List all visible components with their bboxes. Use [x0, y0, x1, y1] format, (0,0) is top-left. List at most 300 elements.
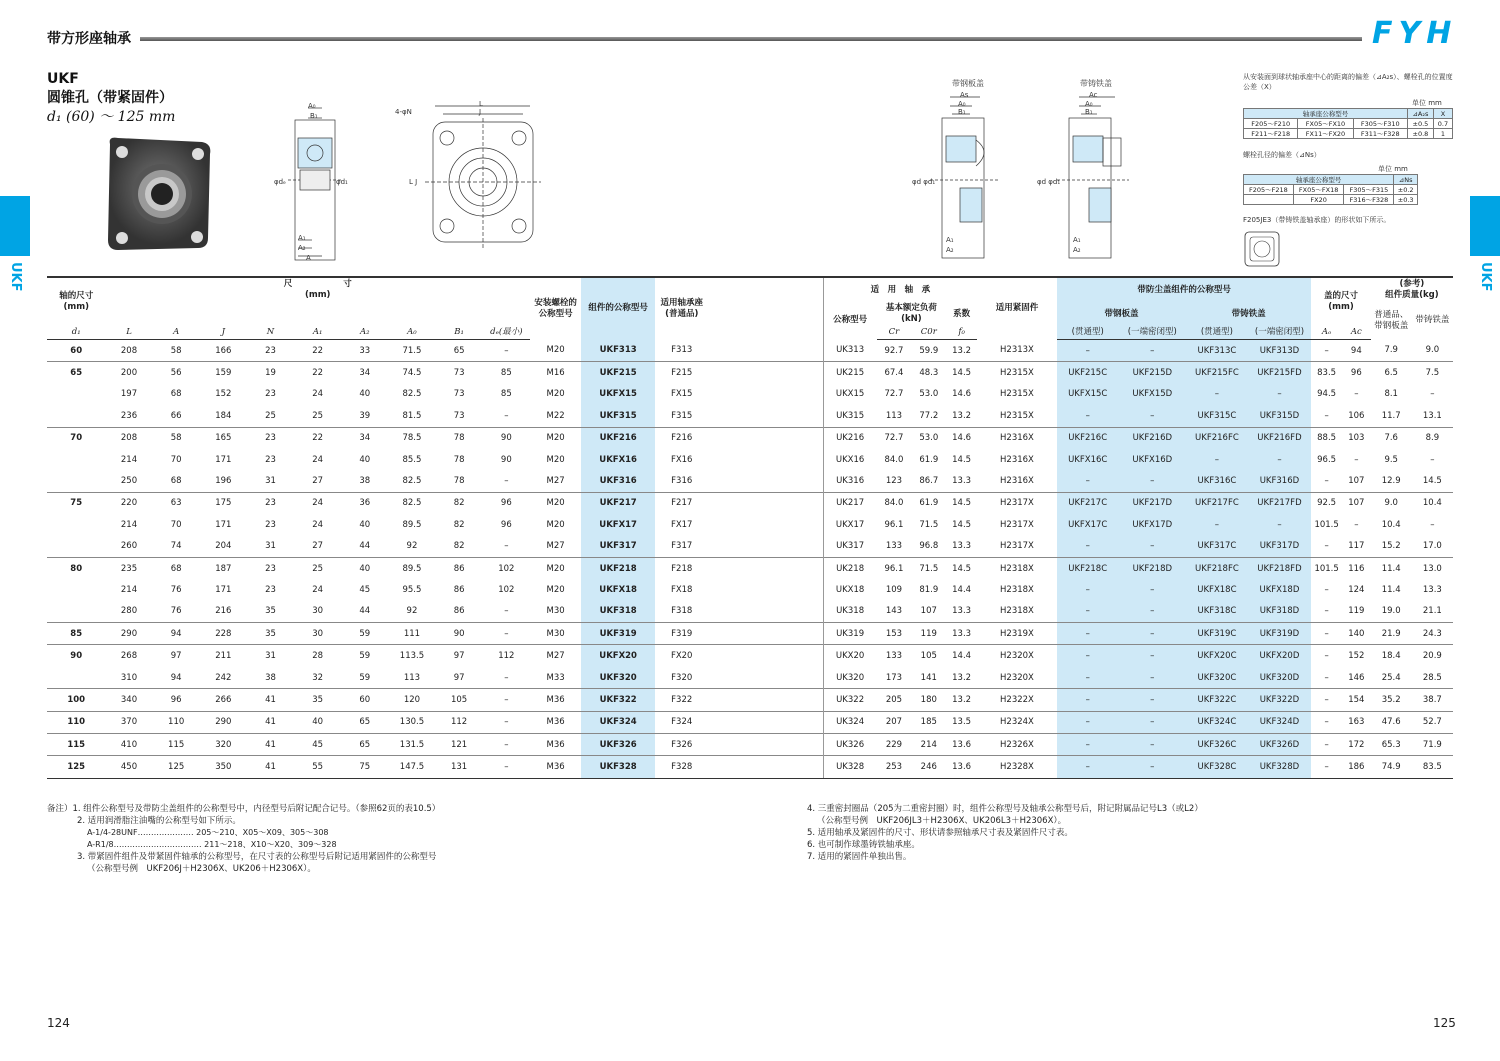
table-cell: H2328X [977, 756, 1057, 778]
t1-cell: ±0.5 [1407, 119, 1433, 129]
table-cell: 113 [885, 410, 903, 421]
table-cell: 85 [483, 362, 530, 384]
table-cell: 123 [885, 476, 903, 487]
table-cell: UKFX17 [581, 514, 655, 535]
table-cell: 23 [247, 427, 294, 449]
table-cell: M20 [530, 557, 581, 579]
svg-text:L J: L J [409, 178, 418, 186]
table-cell: 11.4 [1371, 557, 1412, 579]
svg-text:A₂: A₂ [298, 244, 306, 252]
table-cell: UKF217FC [1186, 492, 1248, 514]
table-cell: – [483, 689, 530, 711]
table-cell: 116 [1342, 557, 1371, 579]
table-cell: 204 [215, 541, 232, 552]
table-cell: – [1248, 384, 1312, 405]
table-cell: 86 [453, 606, 465, 617]
table-cell: – [1057, 645, 1119, 667]
table-cell: 56 [153, 362, 200, 384]
table-cell: 70 [170, 454, 182, 465]
col-A2: A₂ [341, 326, 388, 340]
table-cell: 92 [406, 541, 418, 552]
table-cell: UKF319 [581, 623, 655, 645]
table-cell: UK328 [823, 756, 876, 778]
table-cell: 35 [265, 606, 276, 617]
svg-text:A₀: A₀ [1085, 100, 1093, 108]
table-cell: 172 [1342, 734, 1371, 756]
table-cell: M20 [546, 584, 565, 595]
table-cell: 96.5 [1317, 454, 1337, 465]
table-cell: 34 [341, 362, 388, 384]
table-cell: 39 [359, 410, 371, 421]
table-cell: 83.5 [1311, 362, 1342, 384]
table-cell: M20 [530, 492, 581, 514]
col-B1: B₁ [436, 326, 483, 340]
table-cell: 246 [911, 756, 946, 778]
svg-text:L: L [479, 100, 483, 108]
table-cell: 165 [200, 427, 247, 449]
note-line: 4. 三重密封圈品（205为二重密封圈）时，组件公称型号及轴承公称型号后，附记附属品记号L3（或L2） [807, 804, 1203, 814]
table-cell: UKF217C [1057, 492, 1119, 514]
table-cell: 14.5 [946, 362, 977, 384]
head-spacer [708, 277, 823, 340]
table-cell: 61.9 [919, 454, 939, 465]
note-line: 7. 适用的紧固件单独出售。 [807, 852, 912, 862]
table-cell: 28 [294, 645, 341, 667]
table-cell: 113 [403, 672, 421, 683]
table-cell: UKF324C [1186, 711, 1248, 733]
table-cell: 13.2 [946, 689, 977, 711]
table-cell: – [1118, 536, 1186, 558]
spacer-cell [708, 384, 823, 405]
table-cell: 124 [1348, 584, 1365, 595]
table-cell: 55 [294, 756, 341, 778]
table-cell: 78 [436, 427, 483, 449]
table-cell: 236 [120, 410, 138, 421]
table-cell: – [1324, 410, 1329, 421]
col-C0r: C0r [911, 326, 946, 340]
page-number-left: 124 [47, 1016, 70, 1030]
table-cell: 14.5 [1422, 476, 1442, 487]
table-cell: 214 [120, 519, 138, 530]
table-cell: F326 [655, 734, 708, 756]
table-cell: 30 [294, 623, 341, 645]
table-cell: 75 [47, 492, 105, 514]
table-cell: 65 [341, 734, 388, 756]
table-cell: 35 [247, 623, 294, 645]
table-cell: 82.5 [388, 492, 435, 514]
table-cell: 207 [877, 711, 912, 733]
steel-cover-drawing [910, 92, 1005, 264]
table-cell: 82 [453, 519, 465, 530]
table-cell: 84.0 [884, 454, 904, 465]
svg-text:A₂: A₂ [946, 246, 954, 254]
table-cell: 47.6 [1371, 711, 1412, 733]
table-cell: 105 [911, 645, 946, 667]
t1-head-x: X [1433, 109, 1452, 119]
spacer-cell [708, 340, 823, 362]
table-cell [47, 601, 105, 623]
table-cell: 260 [120, 541, 138, 552]
table-cell: 6.5 [1371, 362, 1412, 384]
table-cell: 268 [105, 645, 152, 667]
table-cell: – [504, 672, 509, 683]
table-cell: 53.0 [919, 389, 939, 400]
svg-text:B₁: B₁ [310, 112, 318, 120]
table-cell: F316 [671, 476, 693, 487]
spacer-cell [708, 601, 823, 623]
tolerance-unit-1: 单位 mm [1412, 99, 1442, 107]
table-cell: 27 [312, 476, 324, 487]
t2-cell: F316～F328 [1344, 195, 1394, 205]
table-cell: UKF217 [581, 492, 655, 514]
table-cell: 92 [406, 606, 418, 617]
table-cell: 74.5 [388, 362, 435, 384]
table-cell: 96 [153, 689, 200, 711]
table-cell: – [1057, 623, 1119, 645]
svg-text:φd φd₁: φd φd₁ [912, 178, 936, 186]
table-cell: UKF328D [1248, 756, 1312, 778]
table-cell: 96 [500, 519, 512, 530]
table-cell: 23 [265, 389, 276, 400]
table-cell: 101.5 [1314, 519, 1339, 530]
head-dims: 尺 寸 (mm) [105, 277, 530, 302]
table-cell: UK316 [823, 470, 876, 492]
table-cell: 171 [215, 454, 232, 465]
table-cell: 205 [877, 689, 912, 711]
table-cell: FX16 [670, 454, 693, 465]
table-cell: 31 [265, 476, 276, 487]
col-cast-closed: (一端密闭型) [1248, 326, 1312, 340]
table-cell: 23 [265, 519, 276, 530]
head-load: 基本额定负荷 (kN) [885, 303, 937, 324]
cast-housing-note: F205JE3（带铸铁盖轴承座）的形状如下所示。 [1243, 216, 1391, 224]
table-cell: UKF322 [581, 689, 655, 711]
table-cell: 90 [436, 623, 483, 645]
table-cell [47, 579, 105, 600]
section-title: 带方形座轴承 [47, 31, 131, 47]
table-row [47, 405, 1453, 427]
spacer-cell [708, 645, 823, 667]
table-cell: 23 [247, 557, 294, 579]
table-cell: H2322X [977, 689, 1057, 711]
table-cell: UKF324 [581, 711, 655, 733]
table-cell: 15.2 [1381, 541, 1401, 552]
table-cell: 130.5 [388, 711, 435, 733]
table-row [47, 711, 1453, 733]
table-cell [47, 536, 105, 558]
brand-logo: FYH [1372, 16, 1458, 51]
table-cell: H2324X [977, 711, 1057, 733]
table-cell: 70 [47, 427, 105, 449]
table-cell: 45 [294, 734, 341, 756]
table-cell: 74 [170, 541, 182, 552]
t2-cell [1244, 195, 1294, 205]
table-cell: 115 [47, 734, 105, 756]
table-cell: 11.7 [1381, 410, 1401, 421]
table-cell: UKF328C [1186, 756, 1248, 778]
table-cell: UKX15 [823, 384, 876, 405]
table-cell: 59 [341, 645, 388, 667]
table-cell: 40 [359, 454, 371, 465]
cast-cover-label: 带铸铁盖 [1080, 79, 1112, 88]
table-cell: 12.9 [1381, 476, 1401, 487]
table-cell: 28.5 [1422, 672, 1442, 683]
table-cell: 216 [215, 606, 232, 617]
table-cell: – [1186, 449, 1248, 470]
table-cell: 96 [483, 492, 530, 514]
table-cell: 23 [247, 492, 294, 514]
table-cell: – [1311, 645, 1342, 667]
table-cell: 96 [1342, 362, 1371, 384]
table-cell: FX20 [655, 645, 708, 667]
table-cell: M20 [546, 345, 565, 356]
note-line: 2. 适用润滑脂注油嘴的公称型号如下所示。 [77, 816, 241, 826]
spacer-cell [708, 623, 823, 645]
table-cell: 34 [341, 427, 388, 449]
table-cell: 82.5 [402, 389, 422, 400]
table-cell: 68 [170, 389, 182, 400]
svg-text:φdₑ: φdₑ [274, 178, 286, 186]
table-cell: – [483, 711, 530, 733]
table-cell: 31 [247, 645, 294, 667]
table-cell: 97 [453, 672, 465, 683]
table-cell: UKFX16 [581, 449, 655, 470]
table-cell: 13.3 [946, 623, 977, 645]
table-row [47, 645, 1453, 667]
table-cell: H2317X [1000, 519, 1034, 530]
table-cell: 11.4 [1381, 584, 1401, 595]
table-cell: UK215 [823, 362, 876, 384]
table-cell: – [1186, 384, 1248, 405]
table-cell: 370 [105, 711, 152, 733]
table-cell: 152 [1342, 645, 1371, 667]
table-cell: 7.5 [1412, 362, 1453, 384]
table-cell: UKF215FC [1186, 362, 1248, 384]
table-cell: 13.3 [952, 606, 972, 617]
table-cell: UKFX20 [581, 645, 655, 667]
table-cell: 73 [436, 362, 483, 384]
table-cell: 214 [911, 734, 946, 756]
note-line: 5. 适用轴承及紧固件的尺寸、形状请参照轴承尺寸表及紧固件尺寸表。 [807, 828, 1073, 838]
table-cell: F217 [655, 492, 708, 514]
table-row [47, 470, 1453, 492]
table-cell: 59 [359, 672, 371, 683]
table-cell: 90 [483, 427, 530, 449]
table-cell: 83.5 [1412, 756, 1453, 778]
note-line: 3. 带紧固件组件及带紧固件轴承的公称型号，在尺寸表的公称型号后附记适用紧固件的公称型号 [77, 852, 437, 862]
table-cell: UKF215D [1118, 362, 1186, 384]
head-shaft: 轴的尺寸 (mm) [47, 277, 105, 326]
side-label-right: UKF [1478, 262, 1493, 292]
table-cell: 340 [105, 689, 152, 711]
table-cell: – [1118, 689, 1186, 711]
table-cell: 58 [170, 345, 182, 356]
table-cell: 24 [312, 389, 324, 400]
table-cell: 100 [47, 689, 105, 711]
head-steel: 带钢板盖 [1057, 302, 1186, 326]
table-cell: H2313X [1000, 345, 1034, 356]
note-line: A-1/4-28UNF………………… 205～210、X05～X09、305～308 [87, 828, 329, 837]
col-A: A [153, 326, 200, 340]
table-cell: – [504, 410, 509, 421]
table-cell: UKFX15D [1118, 384, 1186, 405]
table-cell: – [1311, 623, 1342, 645]
table-cell: 350 [200, 756, 247, 778]
table-cell: M20 [546, 454, 565, 465]
table-cell: 41 [247, 711, 294, 733]
table-cell: UKF218C [1057, 557, 1119, 579]
table-cell: UKF215FD [1248, 362, 1312, 384]
table-cell: 105 [436, 689, 483, 711]
table-cell: 38.7 [1412, 689, 1453, 711]
table-cell: FX18 [670, 584, 693, 595]
table-cell: UKF318 [581, 601, 655, 623]
table-cell [47, 667, 105, 689]
spacer-cell [708, 427, 823, 449]
tolerance-title-2: 螺栓孔径的偏差（⊿Ns） [1243, 151, 1321, 159]
table-cell: 35.2 [1371, 689, 1412, 711]
table-cell: UK313 [823, 340, 876, 362]
table-cell: 185 [911, 711, 946, 733]
table-cell: UKX18 [823, 579, 876, 600]
table-cell: 96.8 [919, 541, 939, 552]
table-cell: 94 [170, 672, 182, 683]
table-cell: M30 [546, 606, 565, 617]
table-cell: – [1118, 405, 1186, 427]
table-cell: 13.6 [946, 756, 977, 778]
table-cell: M30 [530, 623, 581, 645]
table-cell: 92.7 [884, 345, 904, 356]
svg-text:A₁: A₁ [1073, 236, 1081, 244]
table-cell: 131 [436, 756, 483, 778]
table-cell: – [1430, 389, 1435, 400]
col-N: N [247, 326, 294, 340]
table-cell: 235 [105, 557, 152, 579]
cast-housing-shape [1243, 230, 1281, 268]
table-cell: 40 [359, 519, 371, 530]
table-cell: 110 [153, 711, 200, 733]
svg-text:φd₁: φd₁ [336, 178, 348, 186]
table-cell: 112 [483, 645, 530, 667]
spacer-cell [708, 536, 823, 558]
table-cell: – [1311, 734, 1342, 756]
table-cell: – [1324, 672, 1329, 683]
table-row [47, 449, 1453, 470]
t1-cell: F205～F210 [1244, 119, 1298, 129]
table-cell: 85 [47, 623, 105, 645]
tolerance-table-2 [1243, 174, 1418, 205]
table-cell: 53.0 [911, 427, 946, 449]
table-cell: – [1354, 389, 1359, 400]
head-dust: 带防尘盖组件的公称型号 [1057, 277, 1311, 302]
table-cell: UK318 [823, 601, 876, 623]
spacer-cell [708, 756, 823, 778]
table-cell: 81.9 [919, 584, 939, 595]
table-cell: 214 [120, 584, 138, 595]
table-cell: UKFX18D [1248, 579, 1312, 600]
table-cell: – [1430, 519, 1435, 530]
note-line: A-R1/8…………………………… 211～218、X10～X20、309～328 [87, 840, 337, 849]
table-cell: – [1057, 470, 1119, 492]
table-cell: 13.2 [952, 410, 972, 421]
table-cell: UK218 [823, 557, 876, 579]
table-cell: H2320X [977, 645, 1057, 667]
table-cell: UKF326 [581, 734, 655, 756]
table-cell: 73 [453, 410, 465, 421]
head-housing: 适用轴承座 (普通品) [655, 277, 708, 340]
table-cell: – [1311, 756, 1342, 778]
table-cell: 73 [453, 389, 465, 400]
t1-cell: F305～F310 [1353, 119, 1407, 129]
tolerance-table-1 [1243, 108, 1453, 139]
table-cell: UKF216FC [1186, 427, 1248, 449]
spacer-cell [708, 405, 823, 427]
table-cell: 22 [294, 427, 341, 449]
spacer-cell [708, 667, 823, 689]
table-cell: UKF322D [1248, 689, 1312, 711]
table-cell: 154 [1342, 689, 1371, 711]
table-cell: UKFX17D [1118, 514, 1186, 535]
table-cell: F320 [671, 672, 693, 683]
col-cast-open: (贯通型) [1186, 326, 1248, 340]
table-cell: H2317X [1000, 541, 1034, 552]
table-cell: 107 [1342, 492, 1371, 514]
table-cell: 110 [47, 711, 105, 733]
table-cell: 60 [70, 345, 83, 356]
col-steel-closed: (一端密闭型) [1118, 326, 1186, 340]
table-cell: 8.9 [1412, 427, 1453, 449]
product-range: d₁ (60) ～ 125 mm [47, 109, 176, 125]
table-cell: – [1057, 667, 1119, 689]
table-cell: 13.3 [1422, 584, 1442, 595]
table-cell: UKFX18 [581, 579, 655, 600]
table-cell: – [1311, 689, 1342, 711]
t2-cell: FX05～FX18 [1293, 185, 1344, 195]
table-cell: UKF320 [581, 667, 655, 689]
spacer-cell [708, 557, 823, 579]
table-cell: 30 [312, 606, 324, 617]
table-cell: UKF319D [1248, 623, 1312, 645]
table-cell: 65 [47, 362, 105, 384]
table-cell: – [1057, 689, 1119, 711]
side-section-drawing [270, 100, 360, 265]
table-cell: 131.5 [388, 734, 435, 756]
table-cell: 90 [500, 454, 512, 465]
table-cell: UKF317 [581, 536, 655, 558]
table-cell: 143 [885, 606, 903, 617]
svg-text:A₁: A₁ [298, 234, 306, 242]
table-cell: 290 [200, 711, 247, 733]
table-cell: 196 [215, 476, 232, 487]
tolerance-title-1: 从安装面到球状轴承座中心的距离的偏差（⊿A₂s）、螺栓孔的位置度公差（X） [1243, 73, 1453, 91]
cast-cover-drawing [1035, 92, 1135, 264]
table-cell: – [483, 734, 530, 756]
svg-text:As: As [960, 92, 969, 99]
table-cell: 72.7 [884, 389, 904, 400]
table-cell: 94 [1350, 345, 1362, 356]
bolt-holes-label: 4-φN [395, 108, 412, 116]
col-J: J [200, 326, 247, 340]
table-cell: 72.7 [877, 427, 912, 449]
col-Cr: Cr [877, 326, 912, 340]
table-cell: 266 [200, 689, 247, 711]
table-cell: UKFX20D [1248, 645, 1312, 667]
table-cell: 61.9 [911, 492, 946, 514]
spacer-cell [708, 492, 823, 514]
table-cell: M36 [530, 734, 581, 756]
table-cell: 220 [105, 492, 152, 514]
table-cell: 117 [1348, 541, 1365, 552]
